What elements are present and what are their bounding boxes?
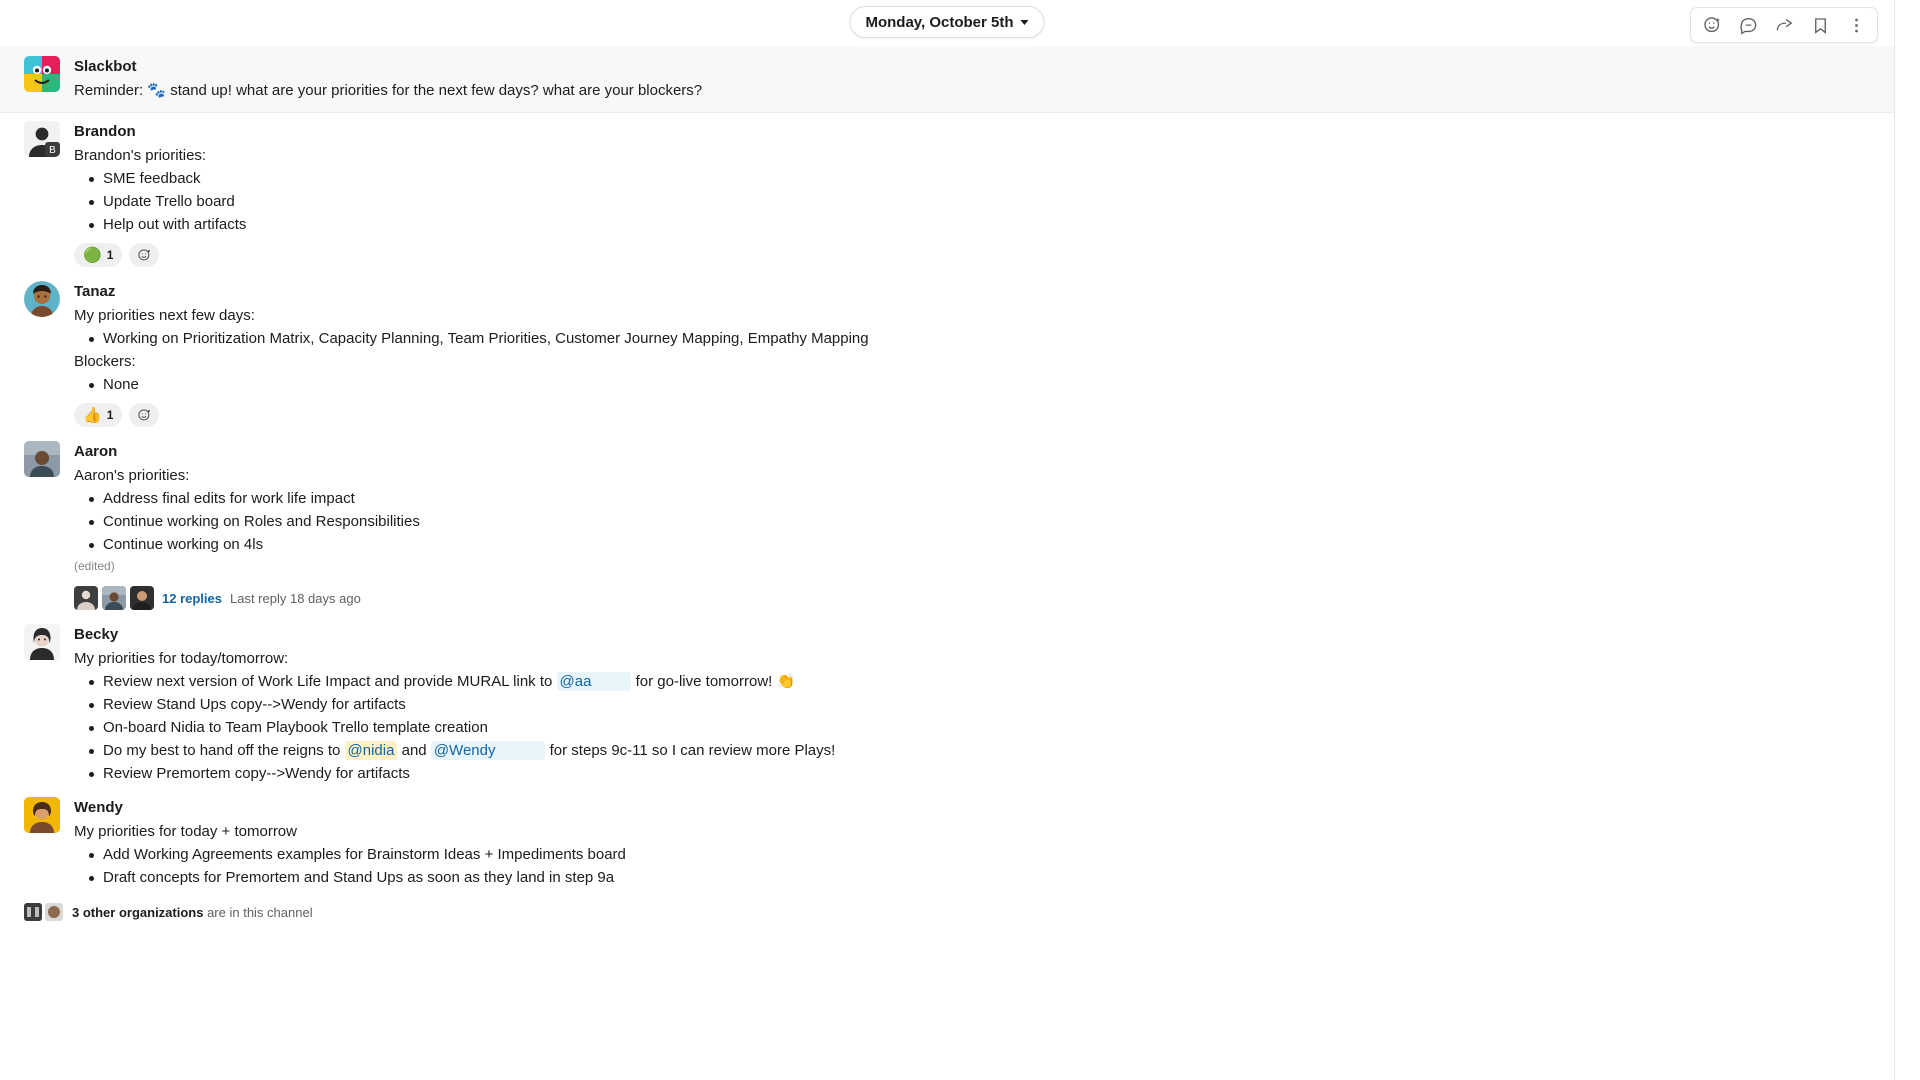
message-tanaz: [0, 273, 1894, 433]
svg-text:B: B: [49, 145, 56, 156]
message-body: [74, 56, 1874, 102]
thread-replies-link[interactable]: 12 replies: [162, 590, 222, 606]
avatar: [102, 586, 126, 610]
list-item: Draft concepts for Premortem and Stand Ups as soon as they land in step 9a: [103, 866, 1874, 889]
message-body: [74, 441, 1874, 612]
reaction-count: 1: [106, 248, 114, 262]
message-text: Aaron's priorities:: [74, 467, 190, 484]
avatar: [45, 903, 63, 921]
reaction-emoji: 👍: [83, 407, 102, 424]
chevron-down-icon: [1021, 20, 1029, 25]
add-reaction-icon[interactable]: [129, 243, 159, 267]
reaction-bar: [74, 243, 1874, 267]
avatar: [130, 586, 154, 610]
bullet-text-part: Review next version of Work Life Impact and provide MURAL link to: [103, 673, 557, 690]
avatar[interactable]: [24, 56, 60, 92]
add-reaction-icon[interactable]: [1695, 10, 1729, 40]
message-list: [0, 46, 1894, 935]
edited-label: (edited): [74, 559, 115, 573]
bullet-text-part: for steps 9c-11 so I can review more Plays!: [545, 742, 836, 759]
list-item: [103, 670, 1874, 693]
message-body: [74, 281, 1874, 429]
message-wendy: [0, 789, 1894, 893]
top-bar: [0, 0, 1894, 46]
comment-icon[interactable]: [1731, 10, 1765, 40]
list-item: Continue working on 4ls: [103, 533, 1874, 556]
message-author[interactable]: Slackbot: [74, 58, 137, 75]
message-bullet-list: [74, 487, 1874, 556]
avatar[interactable]: [24, 624, 60, 660]
user-mention[interactable]: @aa: [557, 672, 632, 691]
message-text: My priorities for today + tomorrow: [74, 823, 297, 840]
list-item: SME feedback: [103, 167, 1874, 190]
avatar[interactable]: [24, 121, 60, 157]
message-text: Reminder: 🐾 stand up! what are your priorities for the next few days? what are your blockers?: [74, 82, 703, 99]
thread-participant-avatars: [74, 586, 154, 610]
message-text-blockers: Blockers:: [74, 353, 136, 370]
message-author[interactable]: Aaron: [74, 443, 118, 460]
channel-orgs-note: [0, 893, 1894, 935]
message-text: My priorities next few days:: [74, 307, 255, 324]
list-item: None: [103, 373, 1874, 396]
more-actions-icon[interactable]: [1839, 10, 1873, 40]
thread-last-reply: Last reply 18 days ago: [230, 590, 361, 606]
user-mention[interactable]: @nidia: [345, 741, 398, 760]
message-bullet-list: [74, 327, 1874, 350]
list-item: Add Working Agreements examples for Brainstorm Ideas + Impediments board: [103, 843, 1874, 866]
share-icon[interactable]: [1767, 10, 1801, 40]
date-divider-button[interactable]: [849, 6, 1044, 38]
message-bullet-list: [74, 167, 1874, 236]
message-becky: [0, 616, 1894, 789]
message-body: [74, 624, 1874, 785]
orgs-note-suffix: are in this channel: [203, 904, 313, 920]
avatar[interactable]: [24, 797, 60, 833]
message-bullet-list: [74, 843, 1874, 889]
message-author[interactable]: Wendy: [74, 799, 123, 816]
add-reaction-icon[interactable]: [129, 403, 159, 427]
avatar: [24, 903, 42, 921]
org-avatars: [24, 903, 63, 921]
message-bullet-list-blockers: [74, 373, 1874, 396]
list-item: Review Premortem copy-->Wendy for artifacts: [103, 762, 1874, 785]
orgs-count-link[interactable]: 3 other organizations: [72, 904, 204, 920]
message-body: [74, 797, 1874, 889]
list-item: Working on Prioritization Matrix, Capacity Planning, Team Priorities, Customer Journey Mapping, Empathy Mapping: [103, 327, 1874, 350]
reaction-bar: [74, 403, 1874, 427]
message-aaron: [0, 433, 1894, 616]
bullet-text-part: Do my best to hand off the reigns to: [103, 742, 345, 759]
list-item: Address final edits for work life impact: [103, 487, 1874, 510]
message-author[interactable]: Brandon: [74, 123, 136, 140]
message-bullet-list: [74, 670, 1874, 785]
user-mention[interactable]: @Wendy: [431, 741, 546, 760]
list-item: Update Trello board: [103, 190, 1874, 213]
bullet-text-part: and: [397, 742, 431, 759]
message-author[interactable]: Tanaz: [74, 283, 116, 300]
message-author[interactable]: Becky: [74, 626, 119, 643]
reaction-chip[interactable]: [74, 403, 122, 427]
list-item: Review Stand Ups copy-->Wendy for artifacts: [103, 693, 1874, 716]
list-item: Help out with artifacts: [103, 213, 1874, 236]
thread-summary[interactable]: [74, 584, 1874, 612]
message-slackbot: [0, 46, 1894, 113]
list-item: [103, 739, 1874, 762]
message-actions-toolbar: [1690, 7, 1878, 43]
list-item: Continue working on Roles and Responsibilities: [103, 510, 1874, 533]
avatar: [74, 586, 98, 610]
reaction-chip[interactable]: [74, 243, 122, 267]
avatar[interactable]: [24, 441, 60, 477]
date-divider-label: Monday, October 5th: [865, 13, 1014, 31]
message-brandon: [0, 113, 1894, 273]
reaction-count: 1: [106, 408, 114, 422]
reaction-emoji: 🟢: [83, 247, 102, 264]
bookmark-icon[interactable]: [1803, 10, 1837, 40]
bullet-text-part: for go-live tomorrow! 👏: [631, 673, 796, 690]
message-body: [74, 121, 1874, 269]
message-text: My priorities for today/tomorrow:: [74, 650, 289, 667]
message-text: Brandon's priorities:: [74, 147, 207, 164]
list-item: On-board Nidia to Team Playbook Trello template creation: [103, 716, 1874, 739]
avatar[interactable]: [24, 281, 60, 317]
